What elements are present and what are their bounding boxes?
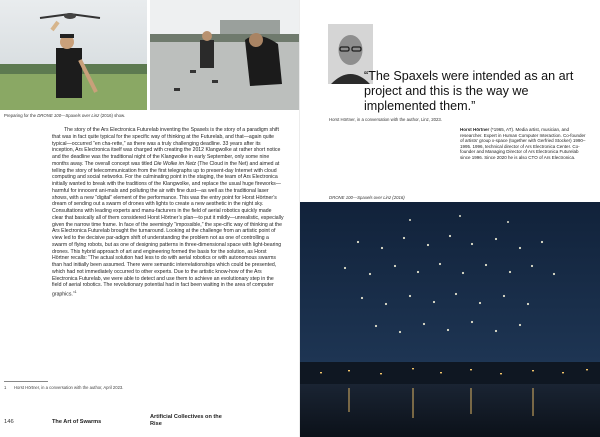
bio-name: Horst Hörtner (460, 127, 490, 132)
page-number: 146 (4, 419, 14, 425)
running-head-chapter: Artificial Collectives on the Rise (150, 414, 222, 427)
bio-note (460, 127, 590, 161)
footnote-text: Horst Hörtner, in a conversation with the author, April 2023. (14, 385, 124, 390)
footnote-divider (4, 381, 48, 382)
portrait-caption: Horst Hörtner, in a conversation with the author, Linz, 2023. (329, 117, 442, 122)
footnote (4, 385, 124, 390)
photo-drone-launch (0, 0, 147, 110)
footnote-number: 1 (4, 385, 7, 390)
pull-quote: “The Spaxels were intended as an art project and this is the way we implemented them.” (364, 69, 574, 113)
footnote-ref: 1 (74, 290, 77, 294)
photo-drone-preparation (150, 0, 300, 110)
photo-spaxels-night-sky (300, 202, 600, 437)
main-body-text (52, 127, 284, 298)
left-photo-caption: Preparing for the DRONE 100—Spaxels over Linz (2016) show. (4, 113, 126, 118)
klangwolke-title: Die Wolke im Netz (153, 160, 197, 167)
body-text-part-1: The story of the Ars Electronica Futurelab inventing the Spaxels is the story of a paradigm shift that was in fact quite typical for the specific way of thinking at the Futurelab, and that—again quite typical—occurred “en cha-rette,” as there was a truly challenging deadline. 33 years after its inception, Ars Electronica itself was charged with creating the 2012 Klangwolke at rather short notice and the deadline was the traditional night of the Klangwolke in early September, only some nine months away. The overall concept was titled (52, 127, 281, 167)
bio-text: (*1965, AT). Media artist, musician, and researcher. Expert in Human Computer Interaction. Co-founder of artists’ group x-space (together with Gerfried Stocker) 1990–1995. 1996, technical director of Ars Electronica Center. Co-founder and Managing Director of Ars Electronica Futurelab since 1996. Since 2020 he is also CTO of Ars Electronica. (460, 127, 586, 160)
right-photo-caption: DRONE 100—Spaxels over Linz (2016) (329, 195, 405, 200)
body-text-part-2: (The Cloud in the Net) and aimed at telling the story of telecommunication from the first telegraphs up to present-day Internet with cloud computing and social networks. For the culminating point in the staging, the team of Ars Electronica initially wanted to break with the traditions of the Klangwolke, and replace the usual huge fireworks—harmful for innocent ani-mals and polluting the air with fine dust—as well as the traditional laser shows, with a new “digital” element of the performance. This was the entry point for Horst Hörtner’s dream of sending out a swarm of drones with lights to create a new aesthetic in the night sky. Consultations with leading experts and manu-facturers in the field of aerial robotics quickly made clear that basically all of them considered Horst Hörtner’s plan—to put it mildly—unrealistic, especially given the narrow time frame. In face of the seemingly “impossible,” the spe-cific way of thinking at the Ars Electronica Futurelab brought the turnaround. Looking at the challenge from an artistic point of view led to the decisive par-adigm shift of understanding the problem not as one of controlling a swarm of flying robots, but as one of designing patterns in three-dimensional space with light-bearing drones. This hybrid approach of art and engineering formed the basis for the solution, as Horst Hörtner recalls: “The actual solution had less to do with aerial robotics or with autonomous swarms than had initially been assumed. There were semantic interrelationships which could be presented, which had not immediately occurred to other experts. Due to the artistic know-how of the Ars Electronica Futurelab, we were able to detect and use them to achieve an evolutionary step in the field of aerial robotics. The revolutionary potential had in fact been waiting in the area of computer graphics.” (52, 160, 284, 298)
running-head-book-title: The Art of Swarms (52, 419, 102, 425)
